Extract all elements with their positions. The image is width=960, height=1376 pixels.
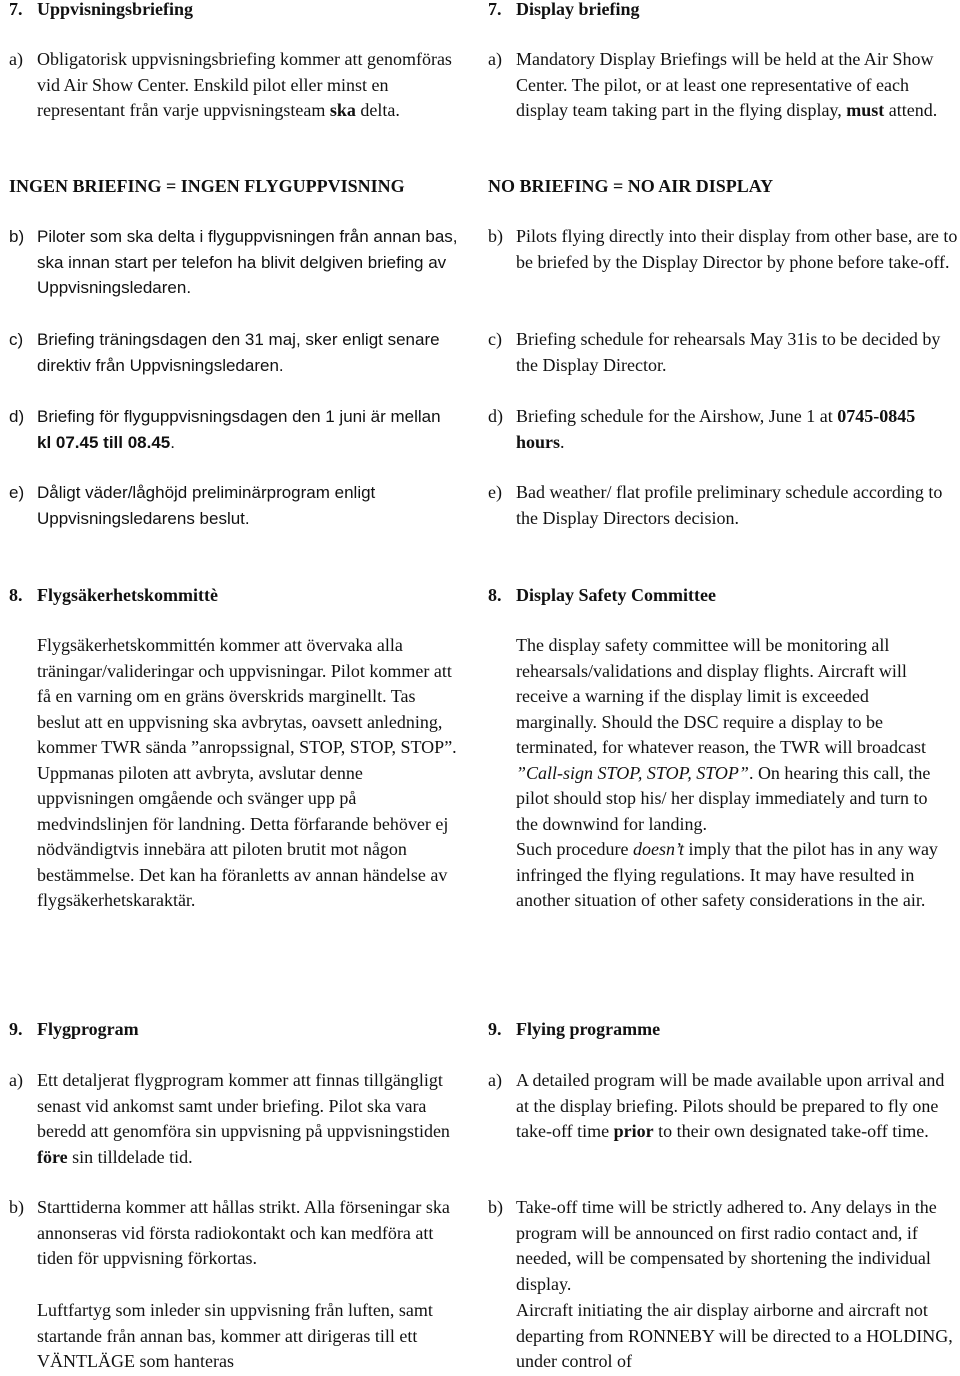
item-9a-sv: a) Ett detaljerat flygprogram kommer att finnas tillgängligt senast vid ankomst samt under briefing. Pilot ska vara beredd att genomföra sin uppvisning på uppvisningstiden före sin tilldelade tid. (9, 1070, 450, 1167)
item-9b-sv: b) Starttiderna kommer att hållas strikt. Alla förseningar ska annonseras vid första radiokontakt och kan medföra att tiden för uppvisning förkortas. (9, 1197, 450, 1268)
item-7a-sv: a) Obligatorisk uppvisningsbriefing kommer att genomföras vid Air Show Center. Enskild pilot eller minst en representant från varje uppvisningsteam ska delta. (9, 49, 452, 120)
item-7d-en: d) Briefing schedule for the Airshow, June 1 at 0745-0845 hours. (488, 406, 916, 452)
no-briefing-notice-sv: INGEN BRIEFING = INGEN FLYGUPPVISNING (9, 176, 405, 196)
item-7c-en: c) Briefing schedule for rehearsals May 31is to be decided by the Display Director. (488, 329, 941, 375)
item-9b-continuation-en: Aircraft initiating the air display airborne and aircraft not departing from RONNEBY will be directed to a HOLDING, under control of (516, 1300, 953, 1371)
item-7b-sv: b) Piloter som ska delta i flyguppvisningen från annan bas, ska innan start per telefon ha blivit delgiven briefing av Uppvisningsledaren. (9, 227, 458, 297)
section-8-body-sv: Flygsäkerhetskommittén kommer att övervaka alla träningar/valideringar och uppvisningar. Pilot kommer att få en varning om en gräns överskrids marginellt. Tas beslut att en uppvisning ska avbrytas, oavsett anledning, kommer TWR sända ”anropssignal, STOP, STOP, STOP”. Uppmanas piloten att avbryta, avslutar denne uppvisningen omgående och svänger upp på medvindslinjen för landning. Detta förfarande behöver ej nödvändigtvis innebära att piloten brutit mot någon bestämmelse. Det kan ha föranletts av annan händelse av flygsäkerhetskaraktär. (37, 635, 457, 910)
section-9-heading-en: 9. Flying programme (488, 1019, 661, 1039)
item-9a-en: a) A detailed program will be made available upon arrival and at the display briefing. Pilots should be prepared to fly one take-off time prior to their own designated take-off time. (488, 1070, 945, 1141)
item-7e-en: e) Bad weather/ flat profile preliminary schedule according to the Display Directors decision. (488, 482, 943, 528)
section-7-heading-sv: 7. Uppvisningsbriefing (9, 0, 194, 19)
section-8-heading-sv: 8. Flygsäkerhetskommittè (9, 585, 218, 605)
section-9-heading-sv: 9. Flygprogram (9, 1019, 139, 1039)
item-7b-en: b) Pilots flying directly into their display from other base, are to be briefed by the Display Director by phone before take-off. (488, 226, 958, 272)
item-9b-en: b) Take-off time will be strictly adhered to. Any delays in the program will be announced on first radio contact and, if needed, will be compensated by shortening the individual display. (488, 1197, 937, 1294)
item-7e-sv: e) Dåligt väder/låghöjd preliminärprogram enligt Uppvisningsledarens beslut. (9, 483, 376, 528)
section-8-body-en: The display safety committee will be monitoring all rehearsals/validations and display flights. Aircraft will receive a warning if the display limit is exceeded marginally. Should the DSC require a display to be terminated, for whatever reason, the TWR will broadcast ”Call-sign STOP, STOP, STOP”. On hearing this call, the pilot should stop his/ her display immediately and turn to the downwind for landing. Such procedure doesn’t imply that the pilot has in any way infringed the flying regulations. It may have resulted in another situation of other safety considerations in the air. (516, 635, 938, 910)
no-briefing-notice-en: NO BRIEFING = NO AIR DISPLAY (488, 176, 774, 196)
item-9b-continuation-sv: Luftfartyg som inleder sin uppvisning från luften, samt startande från annan bas, kommer att dirigeras till ett VÄNTLÄGE som hanteras (37, 1300, 433, 1371)
item-7d-sv: d) Briefing för flyguppvisningsdagen den 1 juni är mellan kl 07.45 till 08.45. (9, 407, 441, 452)
section-7-heading-en: 7. Display briefing (488, 0, 640, 19)
item-7c-sv: c) Briefing träningsdagen den 31 maj, sker enligt senare direktiv från Uppvisningsledaren. (9, 330, 440, 375)
section-8-heading-en: 8. Display Safety Committee (488, 585, 716, 605)
item-7a-en: a) Mandatory Display Briefings will be held at the Air Show Center. The pilot, or at least one representative of each display team taking part in the flying display, must attend. (488, 49, 938, 120)
